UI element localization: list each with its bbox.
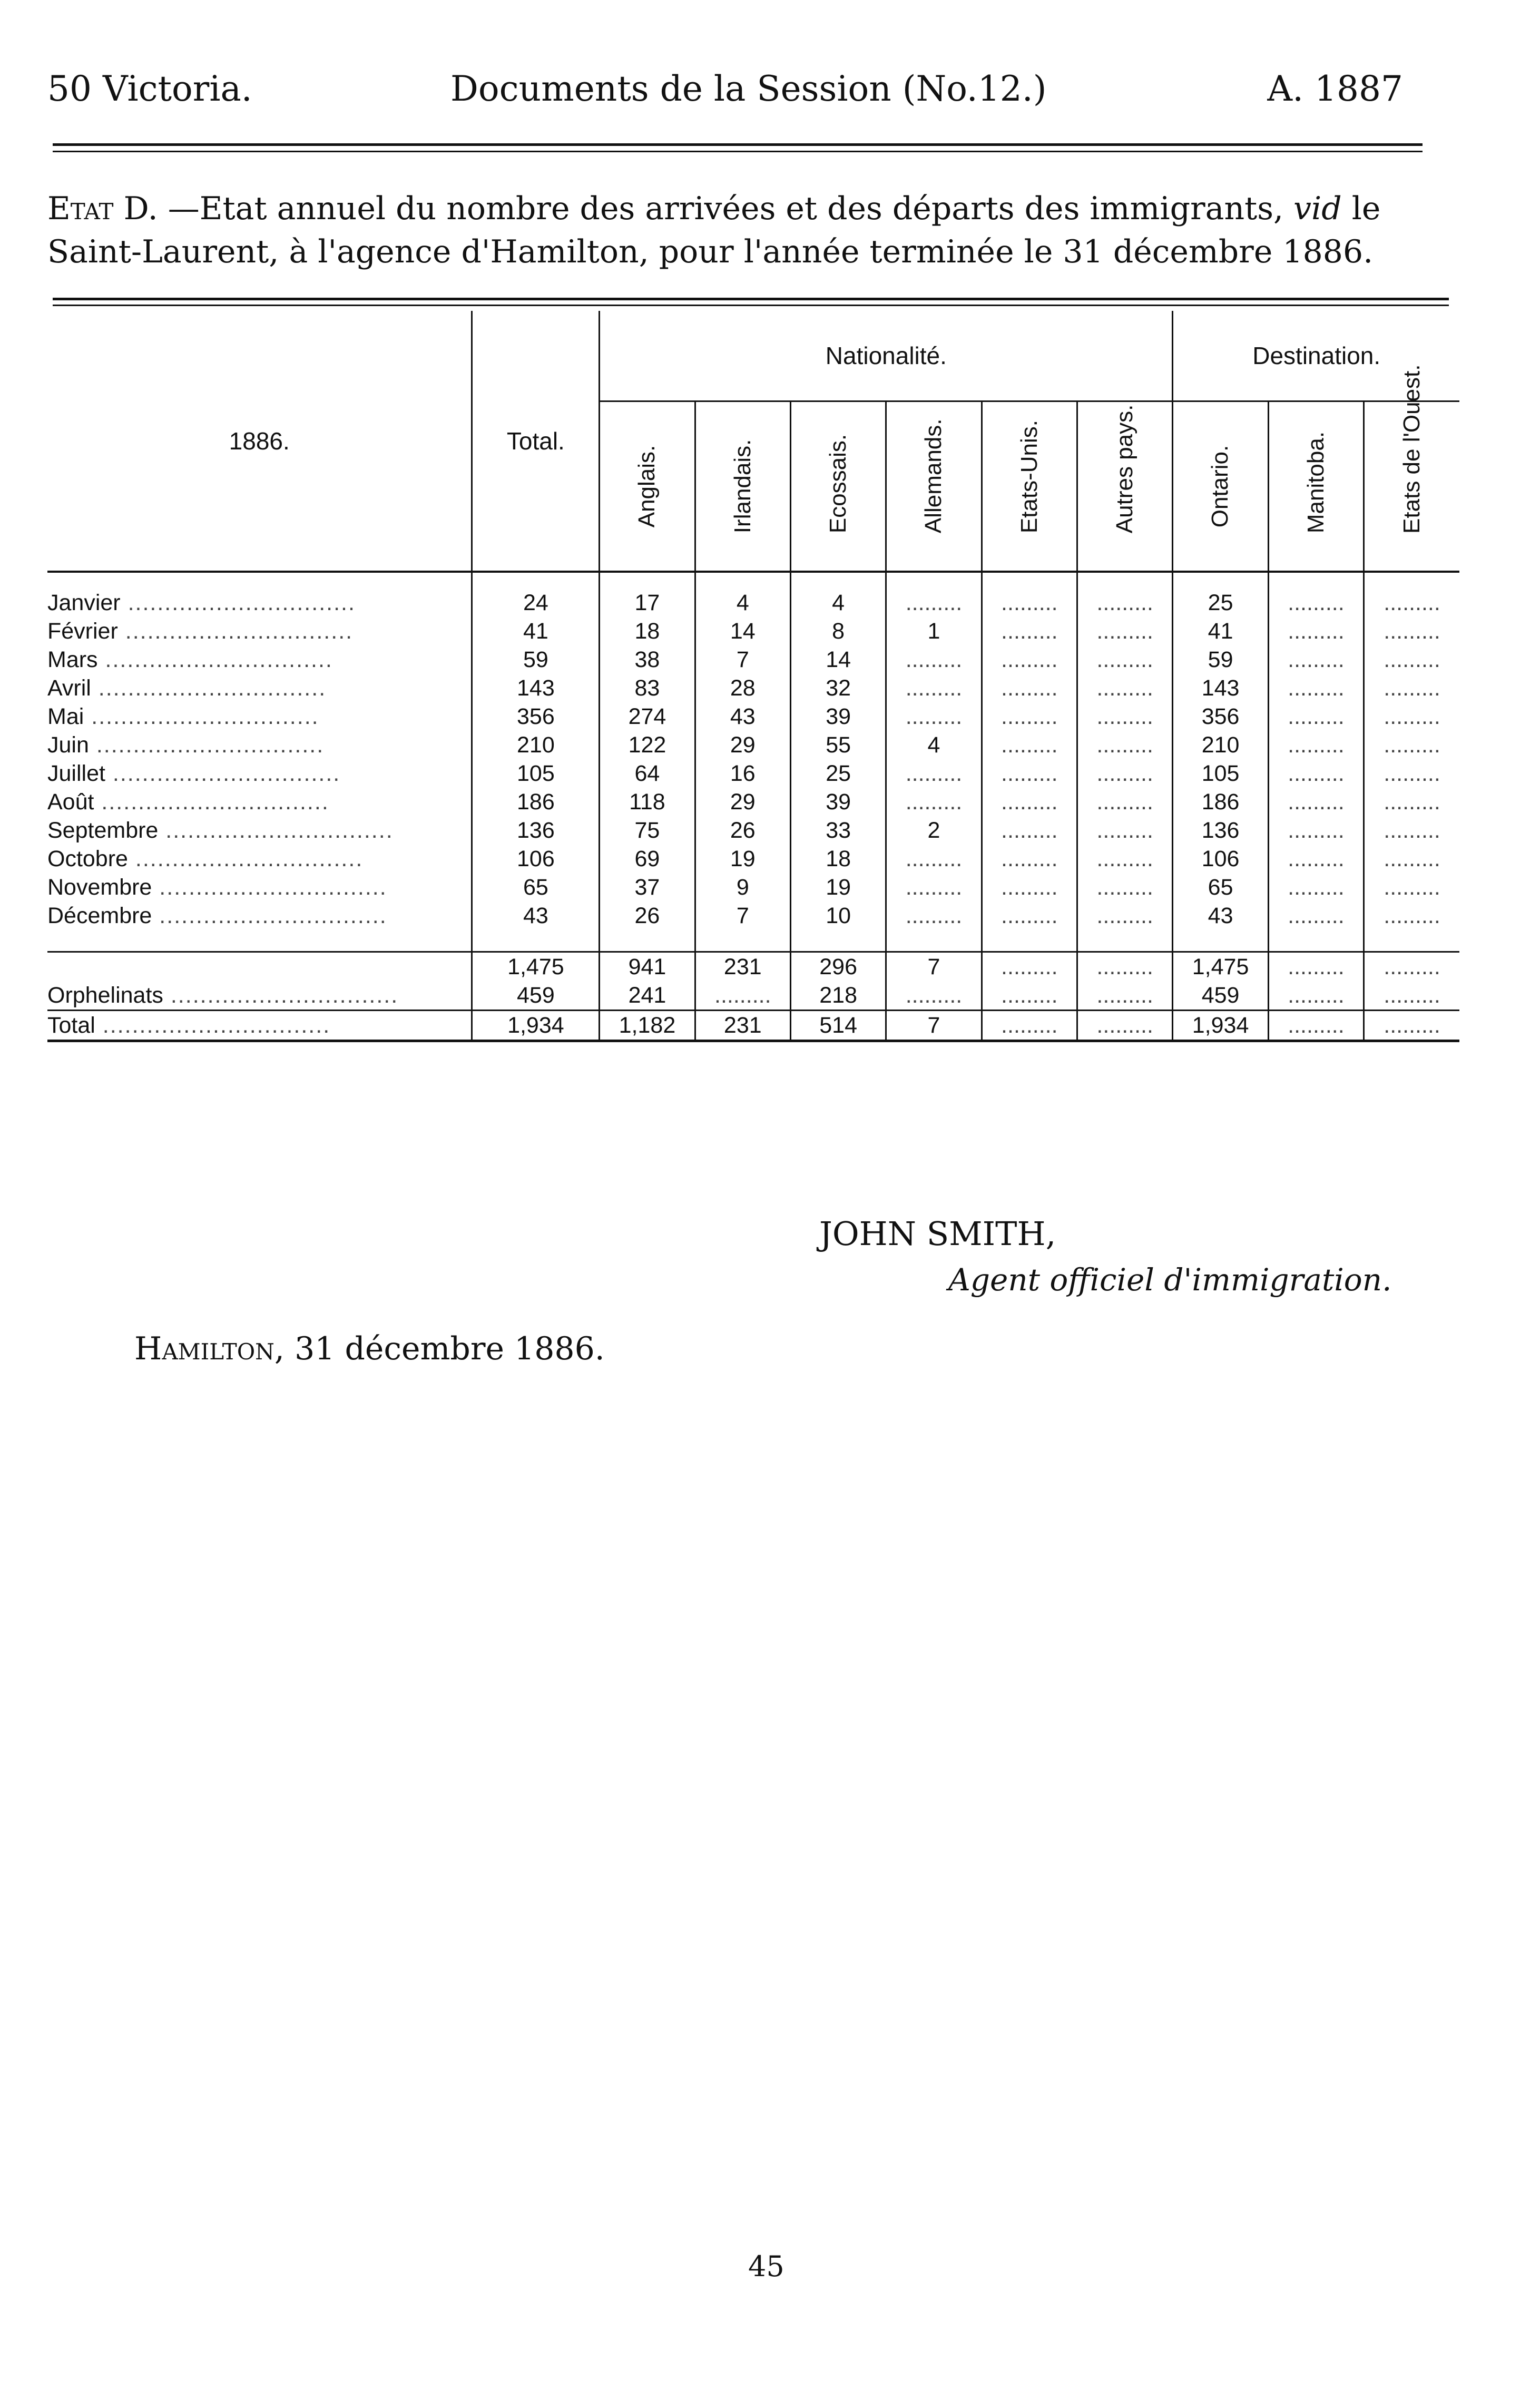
table-cell: ......... bbox=[886, 873, 982, 901]
page-number: 45 bbox=[748, 2250, 784, 2283]
date: 31 décembre 1886. bbox=[285, 1330, 605, 1367]
subtotal-row bbox=[47, 952, 1459, 982]
table-cell: 65 bbox=[472, 873, 600, 901]
table-cell: ......... bbox=[886, 845, 982, 873]
month-row bbox=[47, 873, 1459, 901]
month-row bbox=[47, 901, 1459, 930]
table-cell: ......... bbox=[1268, 674, 1364, 702]
col-ecossais: Ecossais. bbox=[790, 401, 886, 572]
table-cell: 19 bbox=[695, 845, 790, 873]
caption-via: vid bbox=[1293, 190, 1342, 227]
table-cell: 105 bbox=[1173, 759, 1268, 788]
table-cell: 33 bbox=[790, 816, 886, 845]
table-cell: 274 bbox=[600, 702, 695, 731]
header-center: Documents de la Session (No.12.) bbox=[450, 68, 1047, 109]
table-cell: ......... bbox=[1077, 816, 1172, 845]
signature-name: JOHN SMITH, bbox=[819, 1214, 1056, 1253]
table-cell: 38 bbox=[600, 645, 695, 674]
table-cell: 105 bbox=[472, 759, 600, 788]
table-cell: 43 bbox=[695, 702, 790, 731]
col-manitoba: Manitoba. bbox=[1268, 401, 1364, 572]
col-irlandais: Irlandais. bbox=[695, 401, 790, 572]
table-cell: 356 bbox=[1173, 702, 1268, 731]
table-cell: ......... bbox=[886, 572, 982, 617]
row-label: Total ............................... bbox=[47, 1011, 472, 1041]
table-cell: ......... bbox=[982, 901, 1077, 930]
caption-text-before: —Etat annuel du nombre des arrivées et des départs des immigrants, bbox=[158, 190, 1294, 227]
row-label: Mai ............................... bbox=[47, 703, 319, 729]
month-row bbox=[47, 788, 1459, 816]
table-cell: 25 bbox=[1173, 572, 1268, 617]
table-cell: ......... bbox=[1077, 759, 1172, 788]
table-cell: 118 bbox=[600, 788, 695, 816]
table-cell: ......... bbox=[1077, 952, 1172, 982]
col-autres-pays: Autres pays. bbox=[1077, 401, 1172, 572]
table-cell: 29 bbox=[695, 788, 790, 816]
place: Hamilton, bbox=[134, 1330, 285, 1367]
table-cell: ......... bbox=[1077, 645, 1172, 674]
month-row bbox=[47, 674, 1459, 702]
table-cell: 136 bbox=[472, 816, 600, 845]
table-cell: ......... bbox=[886, 901, 982, 930]
table-cell: ......... bbox=[982, 731, 1077, 759]
table-cell: ......... bbox=[1268, 981, 1364, 1011]
table-cell: 26 bbox=[600, 901, 695, 930]
header-right: A. 1887 bbox=[1267, 68, 1403, 109]
caption-text-after: le Saint-Laurent, à l'agence d'Hamilton, pour l'année terminée le 31 décembre 1886. bbox=[47, 190, 1381, 270]
table-cell: 43 bbox=[472, 901, 600, 930]
table-cell: 106 bbox=[1173, 845, 1268, 873]
table-cell: ......... bbox=[1077, 702, 1172, 731]
row-label: Mars ............................... bbox=[47, 646, 333, 672]
table-cell: ......... bbox=[1268, 702, 1364, 731]
table-cell: ......... bbox=[1364, 816, 1459, 845]
row-label: Novembre ............................... bbox=[47, 874, 387, 900]
table-cell: 69 bbox=[600, 845, 695, 873]
table-cell: 459 bbox=[472, 981, 600, 1011]
table-cell: 26 bbox=[695, 816, 790, 845]
table-cell: ......... bbox=[1077, 901, 1172, 930]
year-header: 1886. bbox=[229, 427, 290, 455]
table-cell: 143 bbox=[1173, 674, 1268, 702]
table-cell: ......... bbox=[1268, 617, 1364, 645]
table-cell: ......... bbox=[982, 1011, 1077, 1041]
row-label: Avril ............................... bbox=[47, 675, 327, 701]
table-cell: ......... bbox=[982, 759, 1077, 788]
month-row bbox=[47, 731, 1459, 759]
table-cell: 14 bbox=[695, 617, 790, 645]
immigration-table bbox=[47, 311, 1459, 1042]
table-cell: ......... bbox=[1077, 572, 1172, 617]
month-row bbox=[47, 617, 1459, 645]
table-cell: ......... bbox=[1268, 572, 1364, 617]
row-label: Août ............................... bbox=[47, 789, 329, 815]
table-cell: 941 bbox=[600, 952, 695, 982]
table-cell: ......... bbox=[982, 572, 1077, 617]
spacer-row bbox=[47, 930, 1459, 952]
table-cell: ......... bbox=[886, 788, 982, 816]
table-cell: 10 bbox=[790, 901, 886, 930]
place-date bbox=[134, 1330, 605, 1367]
table-cell: ......... bbox=[1268, 952, 1364, 982]
table-cell: 106 bbox=[472, 845, 600, 873]
table-cell: 59 bbox=[472, 645, 600, 674]
table-cell: ......... bbox=[886, 674, 982, 702]
table-cell: 1,475 bbox=[1173, 952, 1268, 982]
table-cell: 43 bbox=[1173, 901, 1268, 930]
table-cell: ......... bbox=[1268, 845, 1364, 873]
month-row bbox=[47, 845, 1459, 873]
month-row bbox=[47, 759, 1459, 788]
table-cell: ......... bbox=[1077, 617, 1172, 645]
table-caption bbox=[47, 187, 1470, 273]
table-cell: 64 bbox=[600, 759, 695, 788]
col-ontario: Ontario. bbox=[1173, 401, 1268, 572]
table-cell: 143 bbox=[472, 674, 600, 702]
table-cell: 17 bbox=[600, 572, 695, 617]
header-rule-bottom bbox=[53, 151, 1423, 152]
table-cell: ......... bbox=[1364, 788, 1459, 816]
table-cell: ......... bbox=[886, 645, 982, 674]
row-label: Juin ............................... bbox=[47, 732, 325, 758]
row-label: Orphelinats ............................... bbox=[47, 982, 399, 1008]
table-cell: 231 bbox=[695, 952, 790, 982]
table-cell: 41 bbox=[1173, 617, 1268, 645]
table-cell: ......... bbox=[982, 617, 1077, 645]
table-cell: 186 bbox=[472, 788, 600, 816]
row-label: Septembre ............................... bbox=[47, 817, 394, 843]
table-cell: ......... bbox=[982, 788, 1077, 816]
col-anglais: Anglais. bbox=[600, 401, 695, 572]
signature-title: Agent officiel d'immigration. bbox=[948, 1262, 1392, 1298]
month-row bbox=[47, 816, 1459, 845]
table-cell: 37 bbox=[600, 873, 695, 901]
row-label bbox=[47, 952, 472, 982]
table-cell: ......... bbox=[1077, 788, 1172, 816]
col-etats-unis: Etats-Unis. bbox=[982, 401, 1077, 572]
table-cell: ......... bbox=[1268, 873, 1364, 901]
table-cell: ......... bbox=[1364, 731, 1459, 759]
table-cell: ......... bbox=[1364, 901, 1459, 930]
table-top-rule-2 bbox=[53, 305, 1449, 306]
table-cell: 4 bbox=[695, 572, 790, 617]
row-label: Janvier ............................... bbox=[47, 590, 356, 615]
col-etats-ouest: Etats de l'Ouest. bbox=[1364, 401, 1459, 572]
table-cell: 459 bbox=[1173, 981, 1268, 1011]
table-cell: ......... bbox=[886, 759, 982, 788]
table-cell: ......... bbox=[1364, 952, 1459, 982]
col-allemands: Allemands. bbox=[886, 401, 982, 572]
table-cell: 7 bbox=[886, 952, 982, 982]
table-cell: 16 bbox=[695, 759, 790, 788]
table-cell: ......... bbox=[1077, 845, 1172, 873]
month-row bbox=[47, 645, 1459, 674]
total-column-header: Total. bbox=[472, 311, 600, 572]
nationalite-group-header: Nationalité. bbox=[600, 311, 1173, 401]
table-cell: ......... bbox=[982, 981, 1077, 1011]
table-cell: ......... bbox=[1268, 788, 1364, 816]
table-cell: 18 bbox=[790, 845, 886, 873]
table-cell: ......... bbox=[1364, 674, 1459, 702]
table-top-rule bbox=[53, 298, 1449, 300]
table-cell: ......... bbox=[1268, 1011, 1364, 1041]
table-cell: 241 bbox=[600, 981, 695, 1011]
table-cell: 83 bbox=[600, 674, 695, 702]
table-cell: 186 bbox=[1173, 788, 1268, 816]
row-label: Février ............................... bbox=[47, 618, 354, 644]
table-cell: 122 bbox=[600, 731, 695, 759]
table-cell: 4 bbox=[790, 572, 886, 617]
table-cell: 39 bbox=[790, 702, 886, 731]
table-cell: 19 bbox=[790, 873, 886, 901]
table-cell: 218 bbox=[790, 981, 886, 1011]
table-cell: 7 bbox=[886, 1011, 982, 1041]
table-cell: ......... bbox=[1364, 873, 1459, 901]
table-cell: 7 bbox=[695, 901, 790, 930]
table-cell: ......... bbox=[1364, 702, 1459, 731]
table-cell: 39 bbox=[790, 788, 886, 816]
row-label: Octobre ............................... bbox=[47, 846, 364, 871]
table-cell: ......... bbox=[1364, 759, 1459, 788]
table-cell: ......... bbox=[886, 981, 982, 1011]
caption-label: Etat D. bbox=[47, 190, 158, 227]
table-cell: 24 bbox=[472, 572, 600, 617]
table-cell: 356 bbox=[472, 702, 600, 731]
month-row bbox=[47, 572, 1459, 617]
table-cell: ......... bbox=[1077, 873, 1172, 901]
table-cell: 1,934 bbox=[472, 1011, 600, 1041]
row-label: Juillet ............................... bbox=[47, 760, 341, 786]
table-cell: ......... bbox=[982, 816, 1077, 845]
header-left: 50 Victoria. bbox=[47, 68, 252, 109]
table-cell: ......... bbox=[982, 845, 1077, 873]
table-cell: ......... bbox=[1077, 731, 1172, 759]
table-cell: 59 bbox=[1173, 645, 1268, 674]
table-cell: ......... bbox=[982, 952, 1077, 982]
table-cell: ......... bbox=[1364, 645, 1459, 674]
row-label: Décembre ............................... bbox=[47, 903, 387, 928]
table-cell: 1,934 bbox=[1173, 1011, 1268, 1041]
table-cell: ......... bbox=[1268, 731, 1364, 759]
table-cell: 18 bbox=[600, 617, 695, 645]
table-cell: 9 bbox=[695, 873, 790, 901]
orphelinats-row bbox=[47, 981, 1459, 1011]
table-cell: ......... bbox=[886, 702, 982, 731]
table-cell: 28 bbox=[695, 674, 790, 702]
table-cell: 55 bbox=[790, 731, 886, 759]
table-cell: ......... bbox=[982, 674, 1077, 702]
table-cell: 65 bbox=[1173, 873, 1268, 901]
table-cell: 2 bbox=[886, 816, 982, 845]
table-cell: ......... bbox=[1268, 645, 1364, 674]
table-cell: ......... bbox=[695, 981, 790, 1011]
table-cell: 1 bbox=[886, 617, 982, 645]
table-cell: ......... bbox=[1364, 981, 1459, 1011]
table-cell: ......... bbox=[1077, 981, 1172, 1011]
table-cell: ......... bbox=[1268, 759, 1364, 788]
table-cell: ......... bbox=[1077, 674, 1172, 702]
table-cell: ......... bbox=[1077, 1011, 1172, 1041]
table-cell: ......... bbox=[1268, 816, 1364, 845]
table-cell: 75 bbox=[600, 816, 695, 845]
table-cell: 41 bbox=[472, 617, 600, 645]
table-cell: 29 bbox=[695, 731, 790, 759]
table-cell: ......... bbox=[982, 873, 1077, 901]
table-cell: ......... bbox=[1364, 845, 1459, 873]
table-cell: 32 bbox=[790, 674, 886, 702]
table-cell: 210 bbox=[472, 731, 600, 759]
table-cell: 231 bbox=[695, 1011, 790, 1041]
header-rule-top bbox=[53, 143, 1423, 146]
table-cell: 1,182 bbox=[600, 1011, 695, 1041]
table-cell: 4 bbox=[886, 731, 982, 759]
table-cell: 14 bbox=[790, 645, 886, 674]
table-cell: 210 bbox=[1173, 731, 1268, 759]
table-cell: ......... bbox=[982, 702, 1077, 731]
table-cell: 25 bbox=[790, 759, 886, 788]
table-cell: ......... bbox=[1364, 617, 1459, 645]
table-cell: 8 bbox=[790, 617, 886, 645]
table-cell: 136 bbox=[1173, 816, 1268, 845]
table-cell: 514 bbox=[790, 1011, 886, 1041]
total-row bbox=[47, 1011, 1459, 1041]
table-cell: ......... bbox=[1364, 572, 1459, 617]
month-row bbox=[47, 702, 1459, 731]
table-cell: ......... bbox=[982, 645, 1077, 674]
table-cell: ......... bbox=[1364, 1011, 1459, 1041]
destination-group-header: Destination. bbox=[1173, 311, 1459, 401]
table-cell: 7 bbox=[695, 645, 790, 674]
table-cell: 1,475 bbox=[472, 952, 600, 982]
table-cell: 296 bbox=[790, 952, 886, 982]
table-cell: ......... bbox=[1268, 901, 1364, 930]
